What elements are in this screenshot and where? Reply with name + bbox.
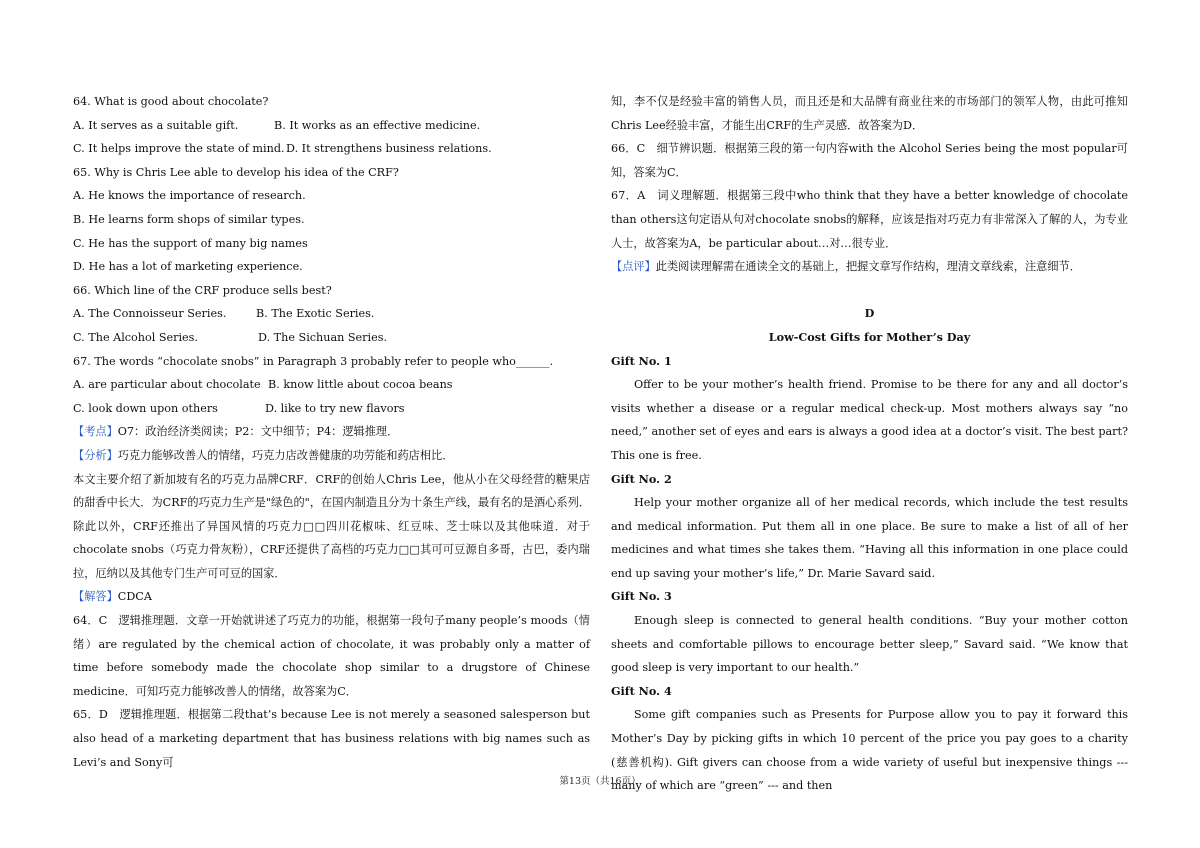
answer-65-continued: 知，李不仅是经验丰富的销售人员，而且还是和大品牌有商业往来的市场部门的领军人物，由此可推知Chris Lee经验丰富，才能生出CRF的生产灵感．故答案为D． [611,95,1128,132]
dianping-line [611,255,1128,279]
option-b: B. It works as an effective medicine. [274,118,481,132]
jieda-text: CDCA [117,590,152,604]
gift-1-paragraph: Offer to be your mother’s health friend. Promise to be there for any and all doctor’s visits whether a disease or a regular medical check-up. Most mothers always say “no need,” another set of eyes and ears is always a good idea at a doctor’s visit. The best part? This one is free. [611,378,1128,462]
page-number-footer: 第13页（共16页） [559,776,641,787]
kaodian-tag: 【考点】 [73,425,118,439]
gift-1-heading: Gift No. 1 [611,353,672,368]
fenxi-text: 巧克力能够改善人的情绪，巧克力店改善健康的功劳能和药店相比． [117,448,454,462]
option-c: C. It helps improve the state of mind. [73,142,285,156]
question-66: 66. Which line of the CRF produce sells best? [73,283,332,297]
option-d: D. The Sichuan Series. [258,330,388,344]
question-66-options-ab [73,302,590,326]
question-67-options-ab [73,373,590,397]
right-column [611,90,1128,798]
summary-paragraph: 本文主要介绍了新加坡有名的巧克力品牌CRF．CRF的创始人Chris Lee，他从小在父母经营的糖果店的甜香中长大．为CRF的巧克力生产是"绿色的"，在国内制造且分为十条生产线，最有名的是酒心系列．除此以外，CRF还推出了异国风情的巧克力□□四川花椒味、红豆味、芝士味以及其他味道．对于chocolate snobs（巧克力骨灰粉），CRF还提供了高档的巧克力□□其可可豆源自多哥，古巴，委内瑞拉，厄纳以及其他专门生产可可豆的国家． [73,472,590,580]
question-64-options-ab [73,114,590,138]
question-67-options-cd [73,397,590,421]
jieda-line [73,585,590,609]
gift-4-heading: Gift No. 4 [611,683,672,698]
answer-67-explanation: 67．A 词义理解题．根据第三段中who think that they have a better knowledge of chocolate than others这句定语从句对chocolate snobs的解释，应该是指对巧克力有非常深入了解的人，为专业人士，故答案为A，be particular about…对…很专业． [611,189,1128,250]
question-67: 67. The words “chocolate snobs” in Paragraph 3 probably refer to people who______. [73,354,554,368]
option-b: B. He learns form shops of similar types. [73,212,305,226]
kaodian-line [73,420,590,444]
gift-3-heading: Gift No. 3 [611,589,672,604]
jieda-tag: 【解答】 [73,590,118,604]
option-c: C. He has the support of many big names [73,236,308,250]
option-b: B. The Exotic Series. [256,307,375,321]
question-65: 65. Why is Chris Lee able to develop his idea of the CRF? [73,165,399,179]
option-d: D. It strengthens business relations. [286,142,492,156]
answer-65-explanation: 65．D 逻辑推理题．根据第二段that’s because Lee is not merely a seasoned salesperson but also head of a marketing department that has business relations with big names such as Levi’s and Sony可 [73,708,590,769]
option-b: B. know little about cocoa beans [268,378,453,392]
option-d: D. like to try new flavors [265,401,405,415]
answer-64-explanation: 64．C 逻辑推理题．文章一开始就讲述了巧克力的功能，根据第一段句子many people’s moods（情绪）are regulated by the chemical action of chocolate, it was probably only a matter of time before somebody made the chocolate shop similar to a drugstore of Chinese medicine．可知巧克力能够改善人的情绪，故答案为C． [73,614,590,698]
gift-4-paragraph: Some gift companies such as Presents for Purpose allow you to pay it forward this Mother’s Day by picking gifts in which 10 percent of the price you pay goes to a charity (慈善机构). Gift givers can choose from a wide variety of useful but inexpensive things --- many of which are “green” --- and then [611,708,1128,793]
passage-title: Low-Cost Gifts for Mother’s Day [768,329,971,344]
spacer [611,279,1128,303]
question-64: 64. What is good about chocolate? [73,95,269,108]
question-66-options-cd [73,326,590,350]
question-64-options-cd [73,137,590,161]
option-a: A. It serves as a suitable gift. [73,118,239,132]
kaodian-text: O7：政治经济类阅读；P2：文中细节；P4：逻辑推理． [117,425,399,439]
fenxi-tag: 【分析】 [73,448,118,462]
fenxi-line [73,444,590,468]
gift-2-paragraph: Help your mother organize all of her medical records, which include the test results and medical information. Put them all in one place. Be sure to make a list of all of her medicines and what times she takes them. “Having all this information in one place could end up saving your mother’s life,” Dr. Marie Savard said. [611,496,1128,580]
left-column [73,90,590,774]
section-letter: D [864,306,875,321]
gift-3-paragraph: Enough sleep is connected to general health conditions. “Buy your mother cotton sheets and comfortable pillows to encourage better sleep,” Savard said. “We know that good sleep is very important to our health.” [611,614,1128,675]
gift-2-heading: Gift No. 2 [611,471,672,486]
option-a: A. He knows the importance of research. [73,189,306,203]
dianping-text: 此类阅读理解需在通读全文的基础上，把握文章写作结构，理清文章线索，注意细节． [655,260,1081,274]
option-a: A. are particular about chocolate [73,378,261,392]
option-c: C. look down upon others [73,401,218,415]
option-c: C. The Alcohol Series. [73,330,198,344]
answer-66-explanation: 66．C 细节辨识题．根据第三段的第一句内容with the Alcohol Series being the most popular可知，答案为C． [611,142,1128,179]
dianping-tag: 【点评】 [611,260,656,274]
option-d: D. He has a lot of marketing experience. [73,260,303,274]
option-a: A. The Connoisseur Series. [73,307,227,321]
